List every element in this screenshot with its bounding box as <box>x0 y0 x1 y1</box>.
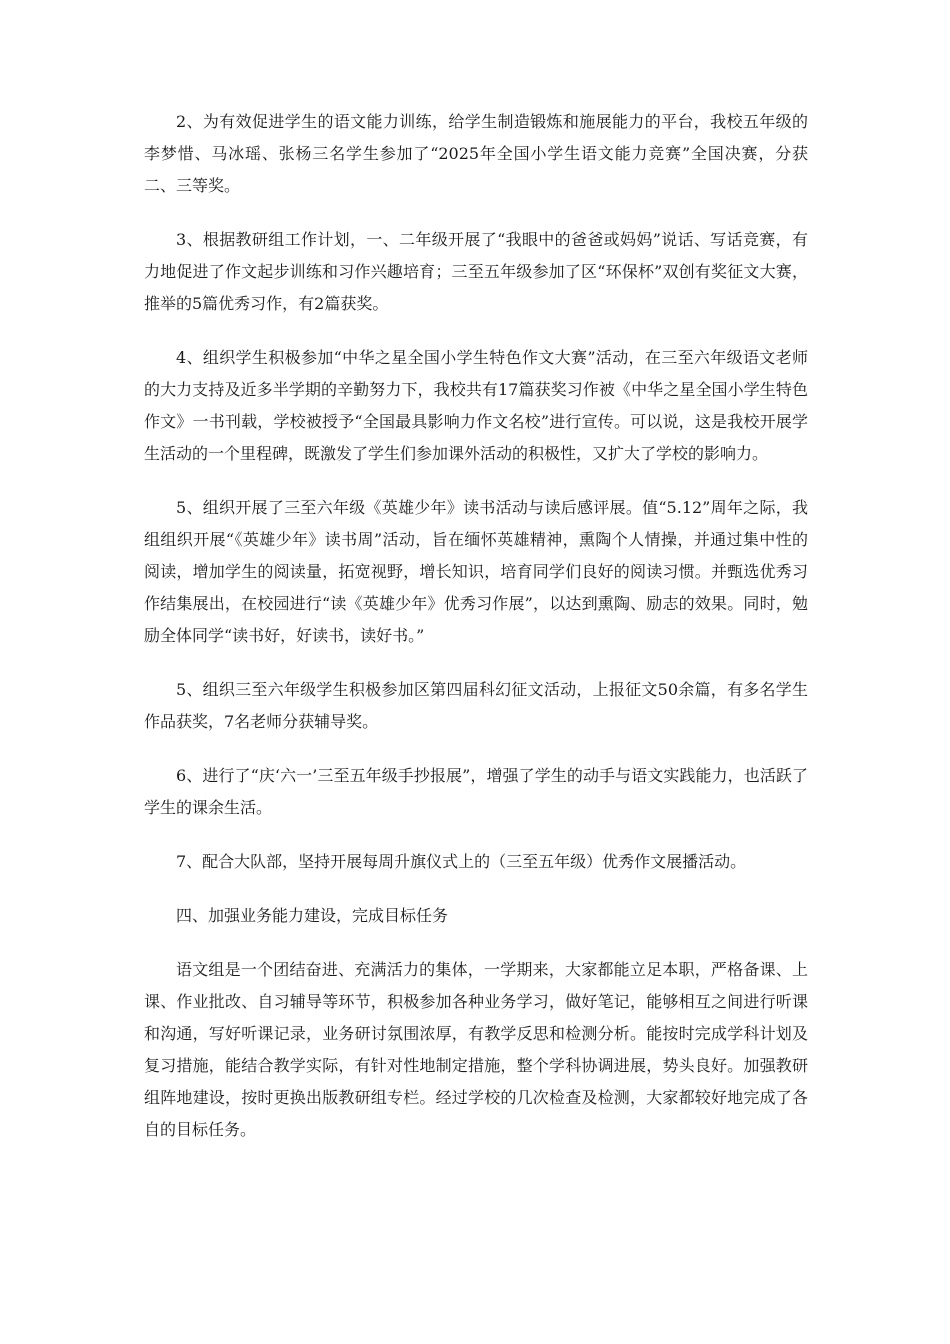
paragraph-item-3: 3、根据教研组工作计划，一、二年级开展了“我眼中的爸爸或妈妈”说话、写话竞赛，有力地促进了作文起步训练和习作兴趣培育；三至五年级参加了区“环保杯”双创有奖征文大赛，推举的5篇优秀习作，有2篇获奖。 <box>144 230 808 313</box>
closing-paragraph: 语文组是一个团结奋进、充满活力的集体，一学期来，大家都能立足本职，严格备课、上课、作业批改、自习辅导等环节，积极参加各种业务学习，做好笔记，能够相互之间进行听课和沟通，写好听课记录，业务研讨氛围浓厚，有教学反思和检测分析。能按时完成学科计划及复习措施，能结合教学实际，有针对性地制定措施，整个学科协调进展，势头良好。加强教研组阵地建设，按时更换出版教研组专栏。经过学校的几次检查及检测，大家都较好地完成了各自的目标任务。 <box>144 960 808 1139</box>
section-heading: 四、加强业务能力建设，完成目标任务 <box>176 906 449 925</box>
paragraph-item-4: 4、组织学生积极参加“中华之星全国小学生特色作文大赛”活动，在三至六年级语文老师的大力支持及近多半学期的辛勤努力下，我校共有17篇获奖习作被《中华之星全国小学生特色作文》一书刊载，学校被授予“全国最具影响力作文名校”进行宣传。可以说，这是我校开展学生活动的一个里程碑，既激发了学生们参加课外活动的积极性，又扩大了学校的影响力。 <box>144 348 808 463</box>
paragraph-item-6: 6、进行了“庆‘六一’三至五年级手抄报展”，增强了学生的动手与语文实践能力，也活跃了学生的课余生活。 <box>144 766 808 817</box>
paragraph-item-5-scifi: 5、组织三至六年级学生积极参加区第四届科幻征文活动，上报征文50余篇，有多名学生作品获奖，7名老师分获辅导奖。 <box>144 680 808 731</box>
paragraph-item-2: 2、为有效促进学生的语文能力训练，给学生制造锻炼和施展能力的平台，我校五年级的李梦惜、马冰瑶、张杨三名学生参加了“2025年全国小学生语文能力竞赛”全国决赛，分获二、三等奖。 <box>144 112 808 195</box>
paragraph-item-5-reading: 5、组织开展了三至六年级《英雄少年》读书活动与读后感评展。值“5.12”周年之际，我组组织开展“《英雄少年》读书周”活动，旨在缅怀英雄精神，熏陶个人情操，并通过集中性的阅读，增加学生的阅读量，拓宽视野，增长知识，培育同学们良好的阅读习惯。并甄选优秀习作结集展出，在校园进行“读《英雄少年》优秀习作展”，以达到熏陶、励志的效果。同时，勉励全体同学“读书好，好读书，读好书。” <box>144 498 808 645</box>
paragraph-item-7: 7、配合大队部，坚持开展每周升旗仪式上的（三至五年级）优秀作文展播活动。 <box>176 852 747 871</box>
document-body <box>144 106 808 1168</box>
